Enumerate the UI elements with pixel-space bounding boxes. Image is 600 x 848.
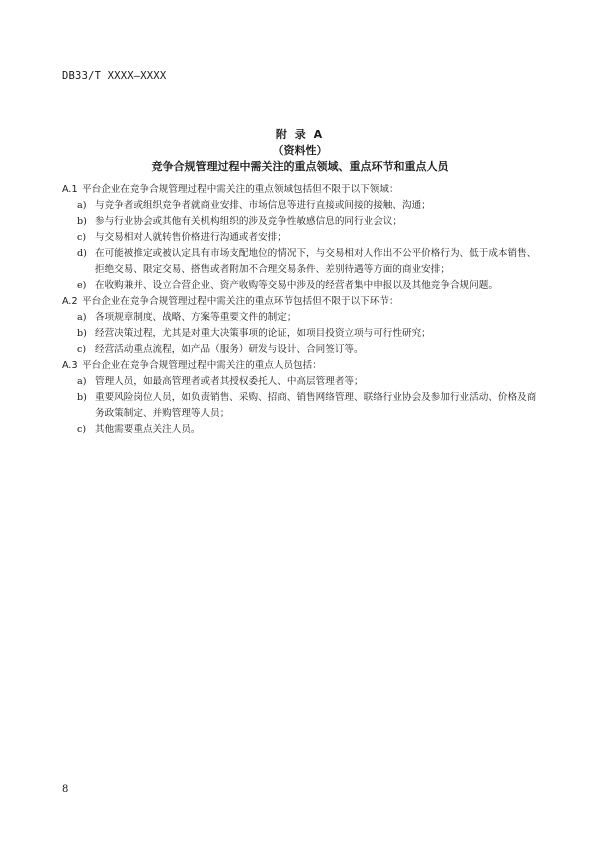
item-text: 经营决策过程，尤其是对重大决策事项的论证，如项目投资立项与可行性研究； <box>95 328 431 339</box>
list-item <box>62 230 542 246</box>
section-a2 <box>62 294 542 358</box>
section-a3 <box>62 358 542 438</box>
item-text: 重要风险岗位人员，如负责销售、采购、招商、销售网络管理、联络行业协会及参加行业活动、价格及商务政策制定、并购管理等人员； <box>95 392 537 419</box>
item-label: d) <box>77 248 87 259</box>
item-text: 管理人员，如最高管理者或者其授权委托人、中高层管理者等； <box>95 376 364 387</box>
list-item <box>62 422 542 438</box>
list-item <box>62 198 542 214</box>
page-number: 8 <box>62 784 69 795</box>
item-label: c) <box>77 424 87 435</box>
list-item <box>62 342 542 358</box>
item-text: 参与行业协会或其他有关机构组织的涉及竞争性敏感信息的同行业会议； <box>95 216 402 227</box>
item-text: 各项规章制度、战略、方案等重要文件的制定； <box>95 312 297 323</box>
appendix-subject: 竞争合规管理过程中需关注的重点领域、重点环节和重点人员 <box>151 160 449 173</box>
section-number: A.3 <box>62 360 78 371</box>
item-label: a) <box>77 312 87 323</box>
section-a1 <box>62 182 542 294</box>
item-label: b) <box>77 328 87 339</box>
item-text: 与交易相对人就转售价格进行沟通或者安排； <box>95 232 287 243</box>
list-item <box>62 214 542 230</box>
item-label: b) <box>77 392 87 403</box>
item-label: c) <box>77 344 87 355</box>
section-intro: 平台企业在竞争合规管理过程中需关注的重点人员包括： <box>82 360 322 371</box>
appendix-nature: （资料性） <box>272 144 328 157</box>
list-item <box>62 390 542 422</box>
item-text: 与竞争者或组织竞争者就商业安排、市场信息等进行直接或间接的接触、沟通； <box>95 200 431 211</box>
document-code: DB33/T XXXX—XXXX <box>62 70 167 82</box>
list-item <box>62 374 542 390</box>
item-label: c) <box>77 232 87 243</box>
item-text: 在可能被推定或被认定具有市场支配地位的情况下，与交易相对人作出不公平价格行为、低于成本销售、拒绝交易、限定交易、搭售或者附加不合理交易条件、差别待遇等方面的商业安排； <box>95 248 537 275</box>
section-number: A.2 <box>62 296 78 307</box>
section-number: A.1 <box>62 184 78 195</box>
item-label: b) <box>77 216 87 227</box>
item-text: 其他需要重点关注人员。 <box>95 424 201 435</box>
appendix-body <box>62 182 542 438</box>
item-label: a) <box>77 200 87 211</box>
list-item <box>62 278 542 294</box>
list-item <box>62 310 542 326</box>
item-text: 在收购兼并、设立合营企业、资产收购等交易中涉及的经营者集中申报以及其他竞争合规问题。 <box>95 280 498 291</box>
item-label: e) <box>77 280 87 291</box>
list-item <box>62 246 542 278</box>
item-text: 经营活动重点流程，如产品（服务）研发与设计、合同签订等。 <box>95 344 364 355</box>
appendix-title: 附 录 A <box>275 128 325 141</box>
section-intro: 平台企业在竞争合规管理过程中需关注的重点环节包括但不限于以下环节： <box>82 296 399 307</box>
item-label: a) <box>77 376 87 387</box>
list-item <box>62 326 542 342</box>
section-intro: 平台企业在竞争合规管理过程中需关注的重点领域包括但不限于以下领域： <box>82 184 399 195</box>
